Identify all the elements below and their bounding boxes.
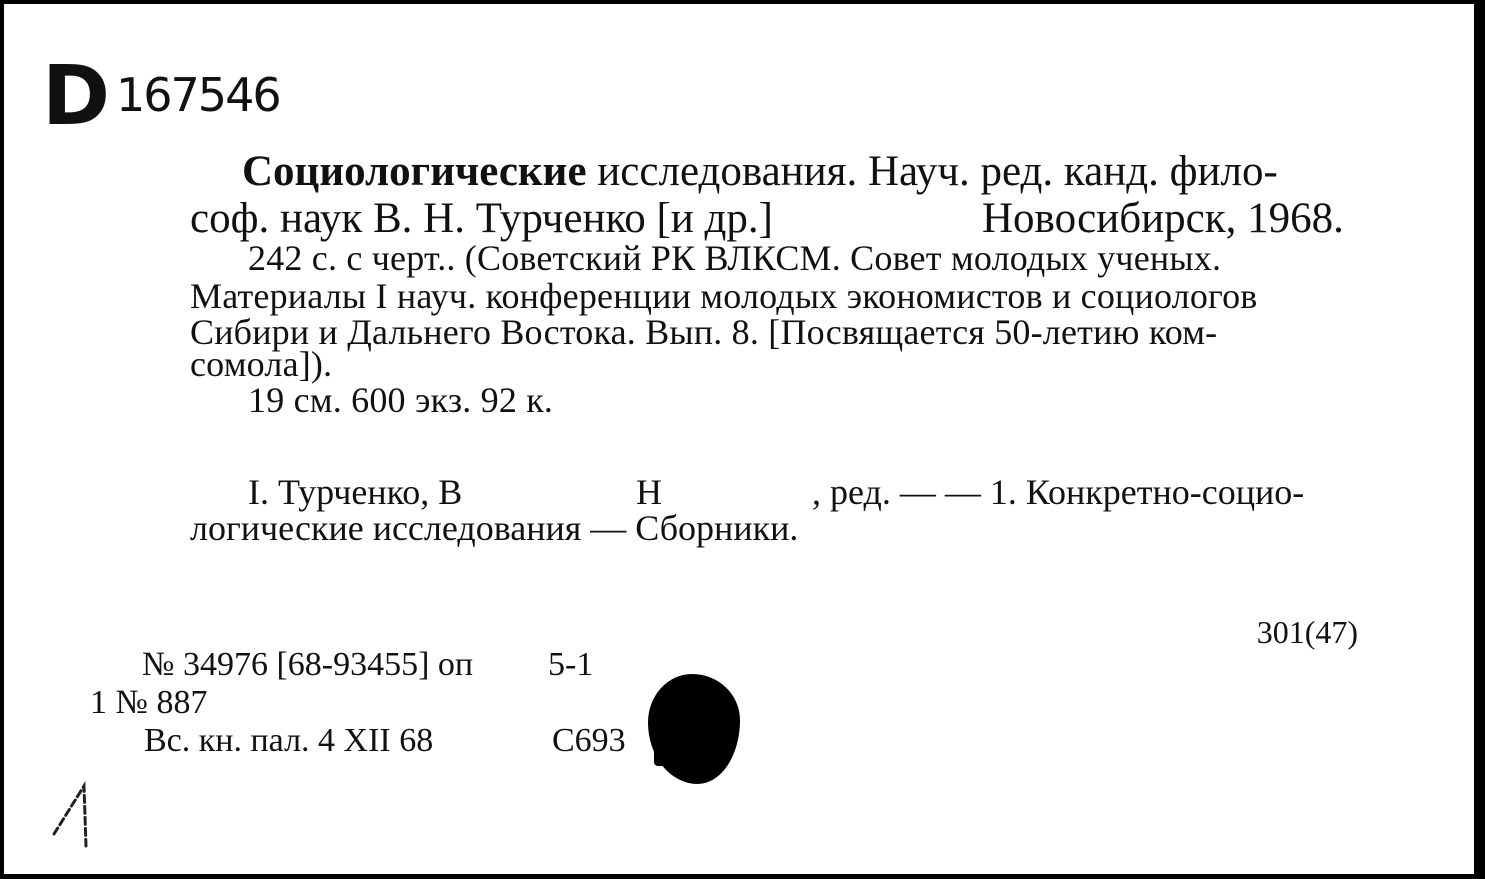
description-line-4: сомола]). bbox=[190, 344, 333, 384]
title-place-year: Новосибирск, 1968. bbox=[982, 195, 1344, 242]
ink-blot bbox=[648, 674, 740, 784]
title-line-2 bbox=[190, 197, 773, 240]
description-line-5: 19 см. 600 экз. 92 к. bbox=[248, 380, 554, 420]
footer-chamber-date: Вс. кн. пал. 4 XII 68 bbox=[144, 722, 434, 759]
tracing-line-1-prefix: I. Турченко, В bbox=[248, 472, 463, 512]
tracing-line-2: логические исследования — Сборники. bbox=[190, 508, 799, 548]
catalog-card bbox=[4, 4, 1474, 874]
classification-number: 301(47) bbox=[1256, 614, 1358, 650]
description-line-3: Сибири и Дальнего Востока. Вып. 8. [Посвящается 50-летию ком- bbox=[190, 312, 1218, 352]
card-edge-shadow bbox=[1474, 0, 1485, 879]
footer-copy-number: 1 № 887 bbox=[90, 684, 208, 721]
tracing-line-1-suffix: , ред. — — 1. Конкретно-социо- bbox=[812, 472, 1305, 512]
footer-order-number: № 34976 [68-93455] оп bbox=[142, 646, 474, 683]
footer-code: С693 bbox=[552, 722, 626, 759]
description-line-2: Материалы I науч. конференции молодых экономистов и социологов bbox=[190, 276, 1258, 316]
title-line-1 bbox=[242, 150, 1278, 193]
call-mark-letter: D bbox=[42, 49, 107, 144]
title-bold-lead: Социологические bbox=[242, 148, 587, 195]
description-line-1: 242 с. с черт.. (Советский РК ВЛКСМ. Совет молодых ученых. bbox=[248, 238, 1222, 278]
call-mark-number: 167546 bbox=[116, 68, 280, 122]
handwritten-number-mark bbox=[40, 774, 120, 854]
tracing-line-1-initial: Н bbox=[636, 472, 662, 512]
title-line-1-rest: исследования. Науч. ред. канд. фило- bbox=[597, 148, 1278, 195]
footer-order-code: 5-1 bbox=[548, 646, 594, 683]
ink-blot-tail bbox=[654, 732, 668, 766]
title-line-2-text: соф. наук В. Н. Турченко [и др.] bbox=[190, 195, 773, 242]
